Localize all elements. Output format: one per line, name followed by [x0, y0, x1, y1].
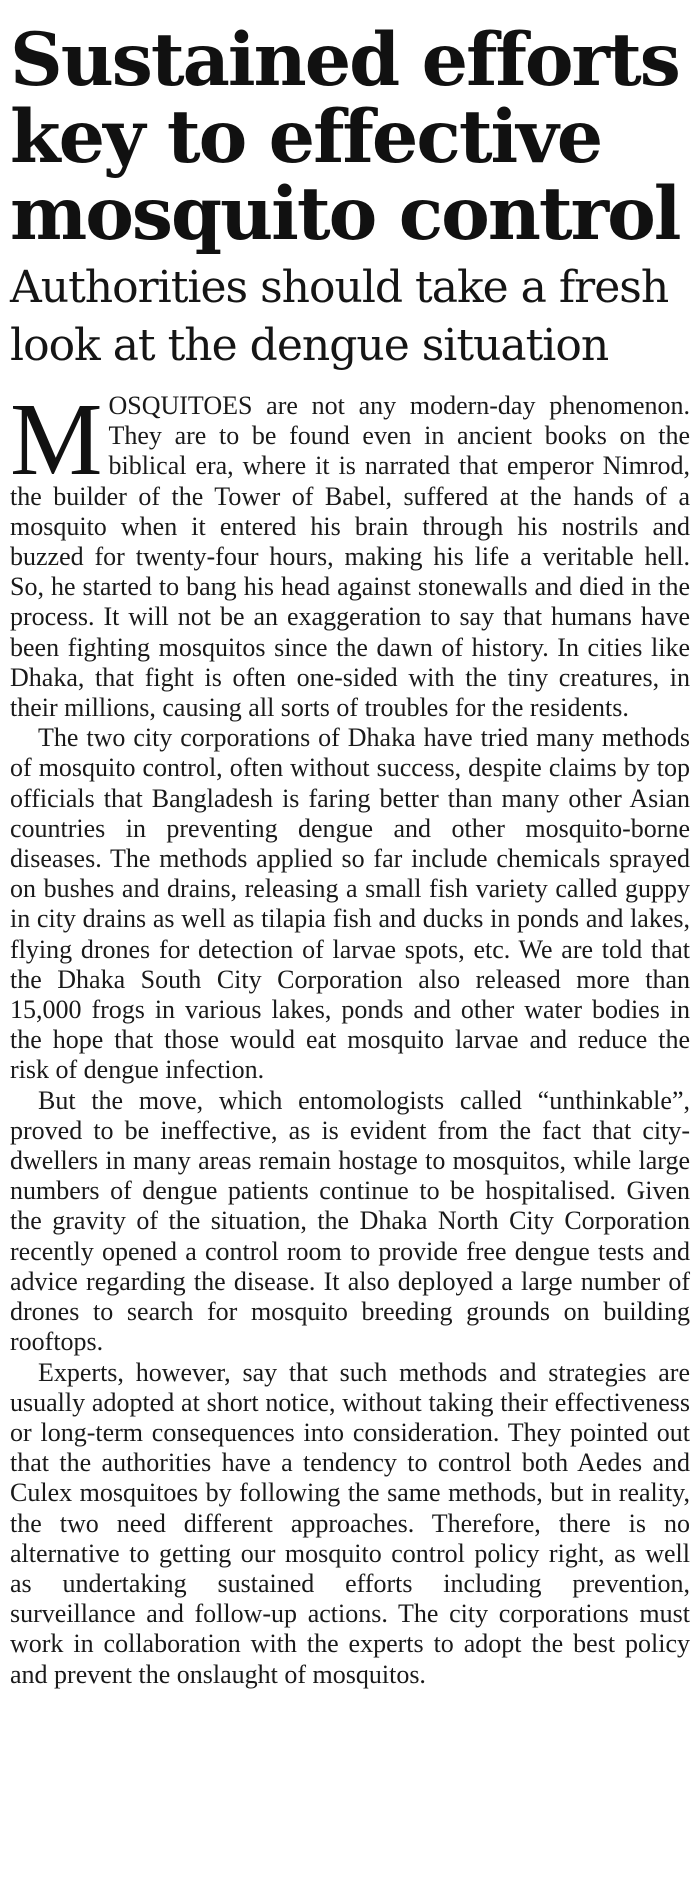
headline: Sustained efforts key to effective mosquito control [10, 17, 680, 257]
drop-cap: M [10, 382, 103, 497]
article-body [10, 382, 690, 1690]
article [10, 0, 690, 1690]
paragraph-3: But the move, which entomologists called “unthinkable”, proved to be ineffective, as is evident from the fact that city-dwellers in many areas remain hostage to mosquitos, while large numbers of dengue patients continue to be hospitalised. Given the gravity of the situation, the Dhaka North City Corporation recently opened a control room to provide free dengue tests and advice regarding the disease. It also deployed a large number of drones to search for mosquito breeding grounds on building rooftops. [10, 1085, 690, 1357]
paragraph-4: Experts, however, say that such methods and strategies are usually adopted at short notice, without taking their effectiveness or long-term consequences into consideration. They pointed out that the authorities have a tendency to control both Aedes and Culex mosquitoes by following the same methods, but in reality, the two need different approaches. Therefore, there is no alternative to getting our mosquito control policy right, as well as undertaking sustained efforts including prevention, surveillance and follow-up actions. The city corporations must work in collaboration with the experts to adopt the best policy and prevent the onslaught of mosquitos. [10, 1357, 690, 1689]
paragraph-1 [10, 382, 690, 723]
subheadline: Authorities should take a fresh look at the dengue situation [10, 262, 669, 371]
paragraph-1-text: OSQUITOES are not any modern-day phenomenon. They are to be found even in ancient books on the biblical era, where it is narrated that emperor Nimrod, the builder of the Tower of Babel, suffered at the hands of a mosquito when it entered his brain through his nostrils and buzzed for twenty-four hours, making his life a veritable hell. So, he started to bang his head against stonewalls and died in the process. It will not be an exaggeration to say that humans have been fighting mosquitos since the dawn of history. In cities like Dhaka, that fight is often one-sided with the tiny creatures, in their millions, causing all sorts of troubles for the residents. [10, 391, 690, 723]
paragraph-2: The two city corporations of Dhaka have tried many methods of mosquito control, often without success, despite claims by top officials that Bangladesh is faring better than many other Asian countries in preventing dengue and other mosquito-borne diseases. The methods applied so far include chemicals sprayed on bushes and drains, releasing a small fish variety called guppy in city drains as well as tilapia fish and ducks in ponds and lakes, flying drones for detection of larvae spots, etc. We are told that the Dhaka South City Corporation also released more than 15,000 frogs in various lakes, ponds and other water bodies in the hope that those would eat mosquito larvae and reduce the risk of dengue infection. [10, 723, 690, 1085]
